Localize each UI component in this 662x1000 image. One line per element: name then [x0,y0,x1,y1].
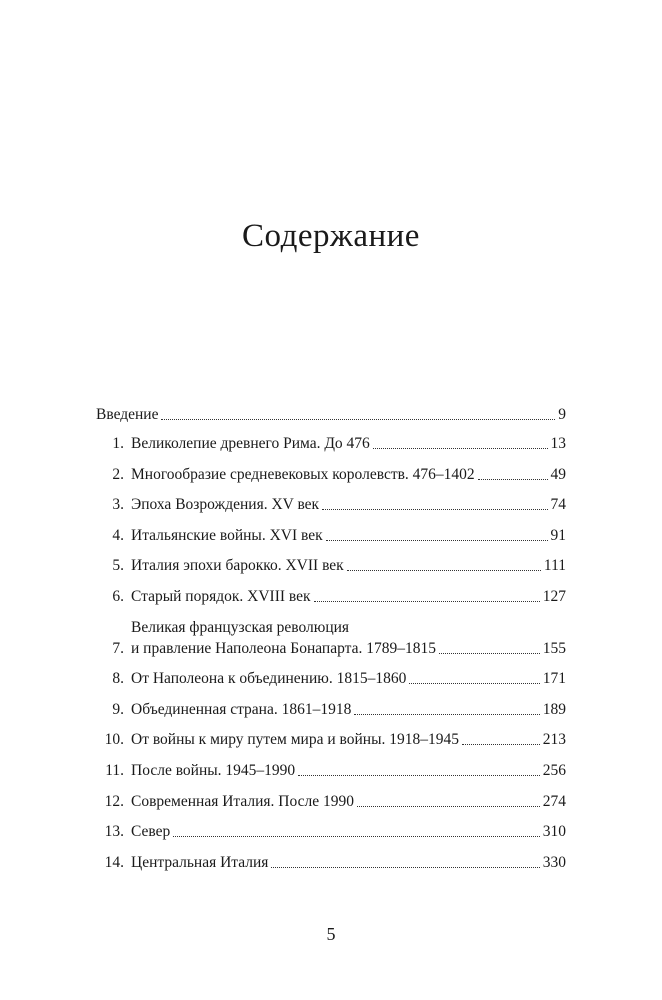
toc-entry-title [131,852,268,873]
toc-entry-body [131,852,566,873]
dot-leader [173,836,539,837]
dot-leader [322,509,547,510]
toc-page-number: 9 [558,406,566,423]
toc-entry-title-line: Центральная Италия [131,853,269,871]
toc-entry-chapter-8[interactable] [96,668,566,689]
toc-chapter-number: 14. [104,853,124,871]
toc-chapter-number: 1. [112,435,124,452]
toc-entry-title: Введение [96,406,159,423]
toc-entry-title [131,699,351,720]
toc-entry-title-line: От войны к миру путем мира и войны. 1918–1945 [131,731,459,749]
dot-leader [326,540,548,541]
toc-entry-title-line: После войны. 1945–1990 [131,761,296,779]
toc-chapter-number: 9. [112,700,124,718]
toc-entry-title [131,525,323,546]
toc-entry-chapter-9[interactable] [96,699,566,720]
toc-entry-chapter-1[interactable] [96,433,566,454]
toc-chapter-number: 8. [112,670,124,688]
toc-entry-title-line: Великолепие древнего Рима. До 476 [131,435,370,452]
toc-entry-chapter-2[interactable] [96,464,566,485]
page-title: Содержание [242,218,420,254]
toc-entry-title [131,668,406,689]
toc-page-number: 189 [542,700,566,718]
toc-chapter-number: 12. [104,792,124,810]
toc-entry-body [131,464,566,485]
toc-page-number: 310 [542,823,566,841]
toc-entry-body [131,617,566,659]
toc-entry-body [96,404,566,425]
toc-page-number: 111 [543,557,566,575]
dot-leader [271,867,539,868]
toc-chapter-number: 6. [112,587,124,605]
toc-entry-body [131,555,566,576]
toc-entry-title [131,433,370,454]
toc-entry-body [131,729,566,750]
toc-chapter-number: 10. [104,731,124,749]
toc-entry-title-line: Эпоха Возрождения. XV век [131,496,320,514]
toc-page-number: 256 [542,761,566,779]
toc-entry-chapter-14[interactable] [96,852,566,873]
toc-page-number: 213 [542,731,566,749]
toc-entry-chapter-5[interactable] [96,555,566,576]
toc-entry-chapter-12[interactable] [96,791,566,812]
toc-entry-introduction[interactable] [96,404,566,425]
toc-chapter-number: 7. [112,639,124,657]
toc-page-number: 49 [550,465,566,483]
toc-entry-title-line: и правление Наполеона Бонапарта. 1789–1815 [131,639,436,657]
toc-page-number: 330 [542,853,566,871]
toc-entry-body [131,525,566,546]
dot-leader [357,806,540,807]
toc-entry-body [131,586,566,607]
toc-entry-title-line: Италия эпохи барокко. XVII век [131,557,344,575]
dot-leader [298,775,540,776]
page-number: 5 [326,924,336,944]
toc-page-number: 13 [550,435,566,452]
toc-chapter-number: 2. [112,465,124,483]
toc-entry-title [131,760,295,781]
toc-entry-body [131,760,566,781]
toc-entry-body [131,791,566,812]
toc-entry-title [131,464,475,485]
dot-leader [409,683,539,684]
toc-entry-chapter-13[interactable] [96,821,566,842]
toc-entry-body [131,433,566,454]
toc-entry-title [131,494,319,515]
toc-entry-title-line: Старый порядок. XVIII век [131,587,311,605]
toc-entry-chapter-11[interactable] [96,760,566,781]
toc-chapter-number: 5. [112,557,124,575]
dot-leader [161,419,555,420]
dot-leader [462,744,540,745]
toc-entry-title-line: Многообразие средневековых королевств. 476–1402 [131,465,475,483]
toc-page-number: 274 [542,792,566,810]
dot-leader [347,570,541,571]
table-of-contents [96,404,566,882]
toc-entry-chapter-7[interactable] [96,617,566,659]
toc-chapter-number: 3. [112,496,124,514]
toc-entry-body [131,821,566,842]
toc-entry-title-line: Объединенная страна. 1861–1918 [131,700,352,718]
toc-chapter-number: 11. [105,761,124,779]
toc-entry-title-line: Север [131,823,171,841]
dot-leader [354,714,539,715]
toc-chapter-number: 13. [104,823,124,841]
toc-entry-title-line: Итальянские войны. XVI век [131,526,323,544]
toc-entry-body [131,668,566,689]
toc-entry-body [131,699,566,720]
toc-entry-chapter-6[interactable] [96,586,566,607]
toc-entry-chapter-3[interactable] [96,494,566,515]
toc-entry-title-line: Современная Италия. После 1990 [131,792,354,810]
dot-leader [439,653,540,654]
toc-entry-title-line: От Наполеона к объединению. 1815–1860 [131,670,407,688]
toc-chapter-number: 4. [112,526,124,544]
toc-entry-title [131,729,459,750]
toc-entry-body [131,494,566,515]
toc-entry-title [131,617,436,659]
toc-entry-chapter-4[interactable] [96,525,566,546]
toc-page-number: 74 [550,496,566,514]
toc-page-number: 127 [542,587,566,605]
toc-entry-title [131,821,170,842]
toc-page-number: 91 [550,526,566,544]
dot-leader [478,479,548,480]
dot-leader [373,448,548,449]
toc-page-number: 171 [542,670,566,688]
toc-entry-title [131,555,344,576]
dot-leader [314,601,540,602]
toc-entry-title [131,791,354,812]
toc-entry-title-line: Великая французская революция [131,618,350,636]
toc-entry-title [131,586,311,607]
toc-entry-chapter-10[interactable] [96,729,566,750]
toc-page-number: 155 [542,639,566,657]
